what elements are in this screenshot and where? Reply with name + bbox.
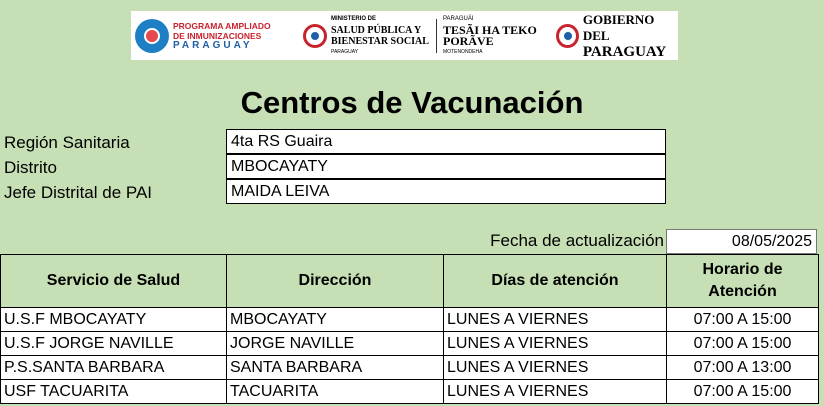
- header-horario: Horario de Atención: [667, 255, 819, 308]
- cell-servicio[interactable]: U.S.F JORGE NAVILLE: [1, 332, 227, 356]
- cell-dias[interactable]: LUNES A VIERNES: [444, 308, 667, 332]
- region-value[interactable]: 4ta RS Guaira: [226, 129, 666, 154]
- table-row: [1, 356, 819, 380]
- cell-horario[interactable]: 07:00 A 15:00: [667, 308, 819, 332]
- cell-servicio[interactable]: P.S.SANTA BARBARA: [1, 356, 227, 380]
- header-servicio: Servicio de Salud: [1, 255, 227, 308]
- tesai-line2: TESÃI HA TEKO: [443, 22, 537, 37]
- pai-logo-line3: PARAGUAY: [173, 39, 253, 51]
- table-row: [1, 332, 819, 356]
- logo-divider: [436, 19, 437, 53]
- cell-direccion[interactable]: JORGE NAVILLE: [227, 332, 444, 356]
- jefe-label: Jefe Distrital de PAI: [4, 183, 153, 202]
- cell-direccion[interactable]: MBOCAYATY: [227, 308, 444, 332]
- cell-direccion[interactable]: TACUARITA: [227, 380, 444, 404]
- table-row: [1, 308, 819, 332]
- pai-logo-line2: DE INMUNIZACIONES: [173, 30, 262, 41]
- header-dias: Días de atención: [444, 255, 667, 308]
- ministerio-logo: [303, 11, 429, 60]
- tesai-line3: PORÃVE: [443, 33, 494, 48]
- jefe-value[interactable]: MAIDA LEIVA: [226, 179, 666, 204]
- gobierno-line2: PARAGUAY: [582, 43, 667, 60]
- cell-horario[interactable]: 07:00 A 15:00: [667, 380, 819, 404]
- logo-banner: [131, 11, 678, 60]
- pai-logo: [135, 11, 271, 60]
- table-row: [1, 380, 819, 404]
- gobierno-line1: GOBIERNO DEL: [582, 11, 655, 43]
- tesai-line4: MOTENONDEHA: [443, 48, 483, 55]
- cell-horario[interactable]: 07:00 A 13:00: [667, 356, 819, 380]
- distrito-value[interactable]: MBOCAYATY: [226, 154, 666, 179]
- cell-direccion[interactable]: SANTA BARBARA: [227, 356, 444, 380]
- vaccination-centers-table: [0, 254, 819, 404]
- cell-servicio[interactable]: U.S.F MBOCAYATY: [1, 308, 227, 332]
- ministerio-line4: PARAGUAY: [331, 48, 359, 55]
- table-header-row: [1, 255, 819, 308]
- gobierno-seal-icon: [556, 24, 579, 48]
- tesai-line1: PARAGUÁI: [443, 15, 474, 22]
- header-direccion: Dirección: [227, 255, 444, 308]
- cell-dias[interactable]: LUNES A VIERNES: [444, 356, 667, 380]
- cell-dias[interactable]: LUNES A VIERNES: [444, 332, 667, 356]
- pai-emblem-icon: [135, 19, 169, 53]
- ministerio-line1: MINISTERIO DE: [331, 15, 377, 22]
- tesai-logo: [443, 11, 537, 60]
- gobierno-logo: [556, 11, 678, 60]
- fecha-value[interactable]: 08/05/2025: [666, 229, 817, 254]
- national-seal-icon: [303, 24, 327, 48]
- cell-horario[interactable]: 07:00 A 15:00: [667, 332, 819, 356]
- page-title: Centros de Vacunación: [240, 85, 584, 120]
- fecha-label: Fecha de actualización: [490, 231, 664, 250]
- ministerio-line2: SALUD PÚBLICA Y: [331, 24, 422, 36]
- cell-servicio[interactable]: USF TACUARITA: [1, 380, 227, 404]
- ministerio-line3: BIENESTAR SOCIAL: [331, 35, 429, 47]
- pai-logo-line1: PROGRAMA AMPLIADO: [173, 20, 271, 31]
- distrito-label: Distrito: [4, 158, 57, 177]
- region-label: Región Sanitaria: [4, 133, 130, 152]
- cell-dias[interactable]: LUNES A VIERNES: [444, 380, 667, 404]
